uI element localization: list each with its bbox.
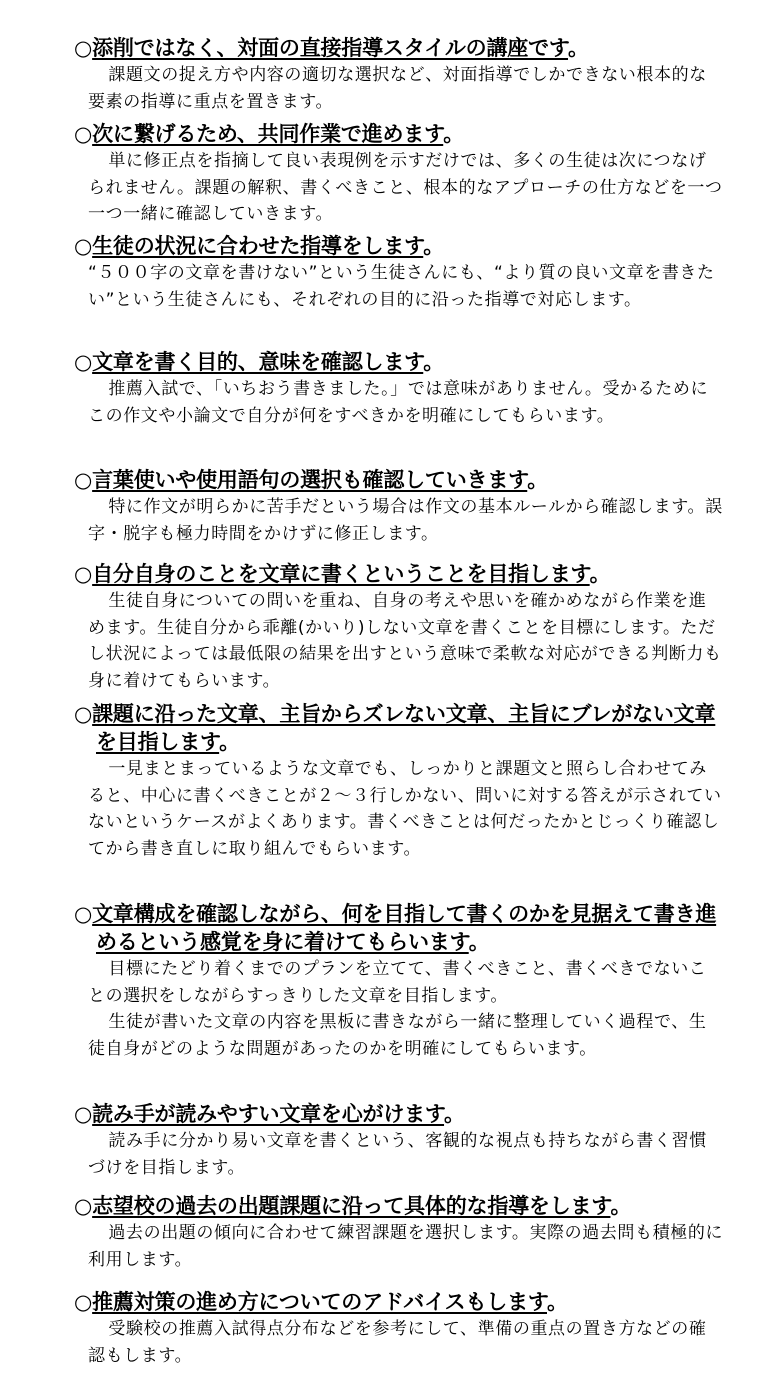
section-body: 読み手に分かり易い文章を書くという、客観的な視点も持ちながら書く習慣づけを目指します。 (88, 1131, 707, 1178)
bullet-circle: ○ (74, 468, 93, 492)
bullet-circle: ○ (74, 36, 93, 60)
section-title: 課題に沿った文章、主旨からズレない文章、主旨にブレがない文章を目指します (92, 702, 716, 754)
section-body: 一見まとまっているような文章でも、しっかりと課題文と照らし合わせてみると、中心に書くべきことが２～３行しかない、問いに対する答えが示されていないというケースがよくあります。書くべきことは何だったかとじっくり確認してから書き直しに取り組んでもらいます。 (88, 759, 722, 859)
section-heading (74, 1192, 724, 1220)
section-body: “５００字の文章を書けない”という生徒さんにも、“より質の良い文章を書きたい”という生徒さんにも、それぞれの目的に沿った指導で対応します。 (88, 263, 715, 310)
bullet-circle: ○ (74, 702, 93, 726)
section-body: 推薦入試で、「いちおう書きました。」では意味がありません。受かるためにこの作文や小論文で自分が何をすべきかを明確にしてもらいます。 (88, 379, 709, 426)
heading-period: 。 (547, 1290, 568, 1314)
section-11 (74, 1288, 724, 1369)
section-heading (74, 348, 724, 376)
section-body: 特に作文が明らかに苦手だという場合は作文の基本ルールから確認します。誤字・脱字も極力時間をかけずに修正します。 (88, 497, 723, 544)
bullet-circle: ○ (74, 234, 93, 258)
section-5 (74, 466, 724, 547)
section-title: 推薦対策の進め方についてのアドバイスもします (92, 1290, 547, 1314)
section-10 (74, 1192, 724, 1273)
section-title: 志望校の過去の出題課題に沿って具体的な指導をします (92, 1194, 611, 1218)
section-title: 次に繋げるため、共同作業で進めます (92, 122, 444, 146)
section-body: 課題文の捉え方や内容の適切な選択など、対面指導でしかできない根本的な要素の指導に重点を置きます。 (88, 65, 707, 112)
section-9 (74, 1100, 724, 1181)
heading-period: 。 (444, 1102, 465, 1126)
section-title: 生徒の状況に合わせた指導をします (92, 234, 424, 258)
bullet-circle: ○ (74, 1194, 93, 1218)
section-3 (74, 232, 724, 313)
section-body: 過去の出題の傾向に合わせて練習課題を選択します。実際の過去問も積極的に利用します。 (88, 1223, 724, 1270)
bullet-circle: ○ (74, 350, 93, 374)
section-title: 自分自身のことを文章に書くということを目指します (92, 562, 590, 586)
bullet-circle: ○ (74, 902, 93, 926)
section-4 (74, 348, 724, 429)
heading-period: 。 (468, 930, 490, 954)
heading-period: 。 (423, 234, 445, 258)
section-title: 言葉使いや使用語句の選択も確認していきます (92, 468, 528, 492)
section-body: 単に修正点を指摘して良い表現例を示すだけでは、多くの生徒は次につなげられません。課題の解釈、書くべきこと、根本的なアプローチの仕方などを一つ一つ一緒に確認していきます。 (88, 151, 723, 224)
section-body: 生徒自身についての問いを重ね、自身の考えや思いを確かめながら作業を進めます。生徒自分から乖離(かいり)しない文章を書くことを目標にします。ただし状況によっては最低限の結果を出すという意味で柔軟な対応ができる判断力も身に着けてもらいます。 (88, 591, 722, 691)
section-title: 読み手が読みやすい文章を心がけます (92, 1102, 445, 1126)
section-heading (74, 900, 724, 956)
section-body: 目標にたどり着くまでのプランを立てて、書くべきこと、書くべきでないことの選択をしながらすっきりした文章を目指します。 (88, 959, 707, 1006)
bullet-circle: ○ (74, 122, 93, 146)
section-heading (74, 120, 724, 148)
heading-period: 。 (443, 122, 465, 146)
bullet-circle: ○ (74, 1102, 93, 1126)
section-6 (74, 560, 724, 694)
section-1 (74, 34, 724, 115)
heading-period: 。 (568, 36, 589, 60)
section-heading (74, 34, 724, 62)
bullet-circle: ○ (74, 562, 93, 586)
section-7 (74, 700, 724, 862)
section-body: 受験校の推薦入試得点分布などを参考にして、準備の重点の置き方などの確認もします。 (88, 1319, 707, 1366)
section-heading (74, 232, 724, 260)
section-title: 添削ではなく、対面の直接指導スタイルの講座です (92, 36, 569, 60)
section-title: 文章構成を確認しながら、何を目指して書くのかを見据えて書き進めるという感覚を身に着けてもらいます (92, 902, 717, 954)
heading-period: 。 (589, 562, 611, 586)
heading-period: 。 (527, 468, 549, 492)
section-2 (74, 120, 724, 228)
heading-period: 。 (423, 350, 445, 374)
section-heading (74, 560, 724, 588)
section-heading (74, 466, 724, 494)
section-heading (74, 1100, 724, 1128)
section-heading (74, 700, 724, 756)
bullet-circle: ○ (74, 1290, 93, 1314)
section-8 (74, 900, 724, 1062)
heading-period: 。 (610, 1194, 632, 1218)
heading-period: 。 (219, 730, 240, 754)
section-title: 文章を書く目的、意味を確認します (92, 350, 424, 374)
section-body: 生徒が書いた文章の内容を黒板に書きながら一緒に整理していく過程で、生徒自身がどのような問題があったのかを明確にしてもらいます。 (88, 1012, 707, 1059)
section-heading (74, 1288, 724, 1316)
